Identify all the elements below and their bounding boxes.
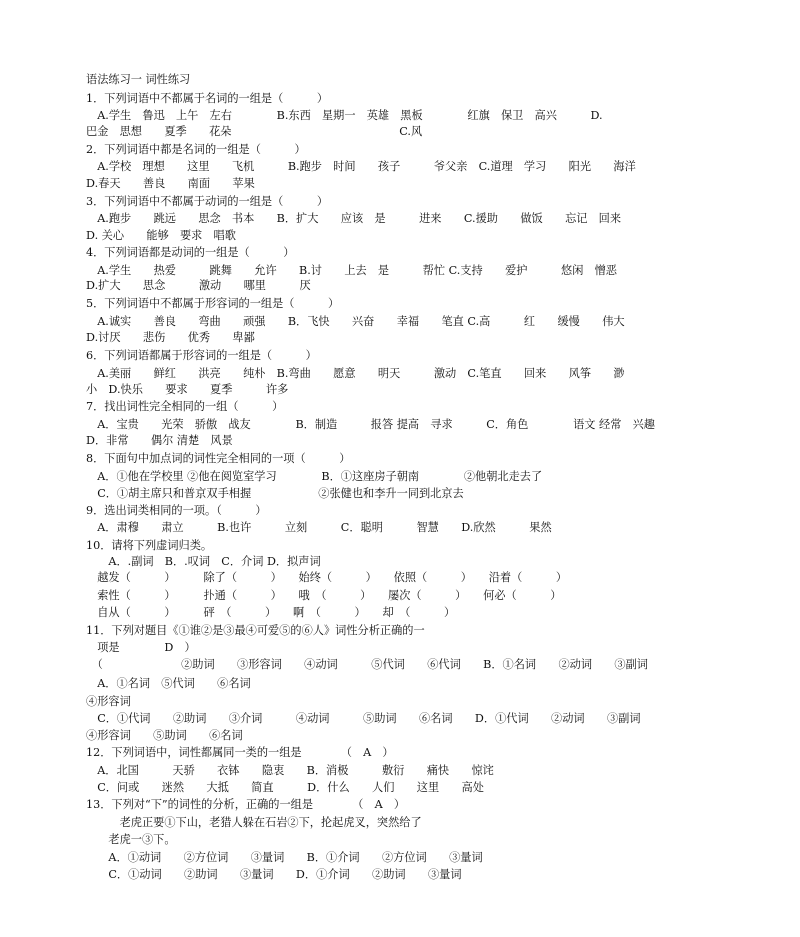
question-10-row-3: 自从（ ） 砰 （ ） 啊 （ ） 却 （ ） bbox=[86, 606, 456, 619]
question-13-options-ab: A．①动词 ②方位词 ③量词 B．①介词 ②方位词 ③量词 bbox=[86, 851, 483, 864]
question-13-passage: 老虎正要①下山，老猎人躲在石岩②下，抡起虎叉，突然给了 bbox=[86, 816, 422, 829]
question-8-stem: 8．下面句中加点词的词性完全相同的一项（ ） bbox=[86, 452, 351, 465]
question-11-options-cd: C．①代词 ②助词 ③介词 ④动词 ⑤助词 ⑥名词 D．①代词 ②动词 ③副词 bbox=[86, 712, 641, 725]
question-3-options: A.跑步 跳远 思念 书本 B．扩大 应该 是 进来 C.援助 做饭 忘记 回来 bbox=[86, 212, 622, 225]
question-4-stem: 4．下列词语都是动词的一组是（ ） bbox=[86, 246, 295, 259]
question-13-passage-cont: 老虎一③下。 bbox=[86, 833, 176, 846]
question-7-options: A．宝贵 光荣 骄傲 战友 B．制造 报答 提高 寻求 C．角色 语文 经常 兴趣 bbox=[86, 418, 655, 431]
question-3-stem: 3．下列词语中不都属于动词的一组是（ ） bbox=[86, 195, 329, 208]
question-7-options-cont: D．非常 偶尔 清楚 风景 bbox=[86, 434, 233, 447]
question-2-options-cont: D.春天 善良 南面 苹果 bbox=[86, 177, 255, 190]
question-9-options: A．肃穆 肃立 B.也许 立刻 C．聪明 智慧 D.欣然 果然 bbox=[86, 521, 552, 534]
question-7-stem: 7．找出词性完全相同的一组（ ） bbox=[86, 400, 284, 413]
question-10-row-1: 越发（ ） 除了（ ） 始终（ ） 依照（ ） 沿着（ ） bbox=[86, 571, 568, 584]
question-13-stem: 13．下列对“下”的词性的分析，正确的一组是 （ A ） bbox=[86, 798, 406, 811]
question-12-options-cd: C．问或 迷然 大抵 简直 D．什么 人们 这里 高处 bbox=[86, 781, 484, 794]
question-6-options-cont: 小 D.快乐 要求 夏季 许多 bbox=[86, 383, 289, 396]
question-2-options: A.学校 理想 这里 飞机 B.跑步 时间 孩子 爷父亲 C.道理 学习 阳光 海洋 bbox=[86, 160, 636, 173]
question-6-stem: 6．下列词语都属于形容词的一组是（ ） bbox=[86, 349, 317, 362]
question-11-options-cd-cont: ④形容词 ⑤助词 ⑥名词 bbox=[86, 729, 243, 742]
question-13-options-cd: C．①动词 ②助词 ③量词 D．①介词 ②助词 ③量词 bbox=[86, 868, 462, 881]
question-8-options-ab: A．①他在学校里 ②他在阅览室学习 B．①这座房子朝南 ②他朝北走去了 bbox=[86, 470, 543, 483]
question-5-options-cont: D.讨厌 悲伤 优秀 卑鄙 bbox=[86, 331, 255, 344]
question-11-options-a-cont: ④形容词 bbox=[86, 695, 131, 708]
question-1-options-cont: 巴金 思想 夏季 花朵 C.风 bbox=[86, 125, 423, 138]
question-4-options: A.学生 热爱 跳舞 允许 B.讨 上去 是 帮忙 C.支持 爱护 悠闲 憎恶 bbox=[86, 264, 617, 277]
question-2-stem: 2．下列词语中都是名词的一组是（ ） bbox=[86, 143, 306, 156]
question-12-options-ab: A．北国 天骄 衣钵 隐衷 B．消极 敷衍 痛快 惊诧 bbox=[86, 764, 494, 777]
question-1-options: A.学生 鲁迅 上午 左右 B.东西 星期一 英雄 黑板 红旗 保卫 高兴 D. bbox=[86, 109, 603, 122]
page-title: 语法练习一 词性练习 bbox=[86, 73, 191, 86]
question-5-options: A.诚实 善良 弯曲 顽强 B．飞快 兴奋 幸福 笔直 C.高 红 缓慢 伟大 bbox=[86, 315, 625, 328]
question-11-options-b: （ ②助词 ③形容词 ④动词 ⑤代词 ⑥代词 B．①名词 ②动词 ③副词 bbox=[86, 658, 648, 671]
question-6-options: A.美丽 鲜红 洪亮 纯朴 B.弯曲 愿意 明天 激动 C.笔直 回来 风筝 渺 bbox=[86, 367, 625, 380]
question-1-stem: 1．下列词语中不都属于名词的一组是（ ） bbox=[86, 92, 329, 105]
question-10-categories: A．.副词 B．.叹词 C．介词 D．拟声词 bbox=[86, 555, 321, 568]
question-4-options-cont: D.扩大 思念 激动 哪里 厌 bbox=[86, 279, 311, 292]
question-5-stem: 5．下列词语中不都属于形容词的一组是（ ） bbox=[86, 297, 340, 310]
question-11-options-a: A．①名词 ⑤代词 ⑥名词 bbox=[86, 677, 251, 690]
question-10-stem: 10．请将下列虚词归类。 bbox=[86, 539, 213, 552]
question-11-stem-cont: 项是 D ） bbox=[86, 641, 196, 654]
question-11-stem: 11．下列对题目《①谁②是③最④可爱⑤的⑥人》词性分析正确的一 bbox=[86, 624, 425, 637]
question-10-row-2: 索性（ ） 扑通（ ） 哦 （ ） 屡次（ ） 何必（ ） bbox=[86, 589, 562, 602]
question-9-stem: 9．选出词类相同的一项。（ ） bbox=[86, 504, 267, 517]
question-8-options-c: C．①胡主席只和普京双手相握 ②张健也和李升一同到北京去 bbox=[86, 487, 464, 500]
question-3-options-cont: D. 关心 能够 要求 唱歌 bbox=[86, 229, 236, 242]
question-12-stem: 12．下列词语中，词性都属同一类的一组是 （ A ） bbox=[86, 746, 394, 759]
